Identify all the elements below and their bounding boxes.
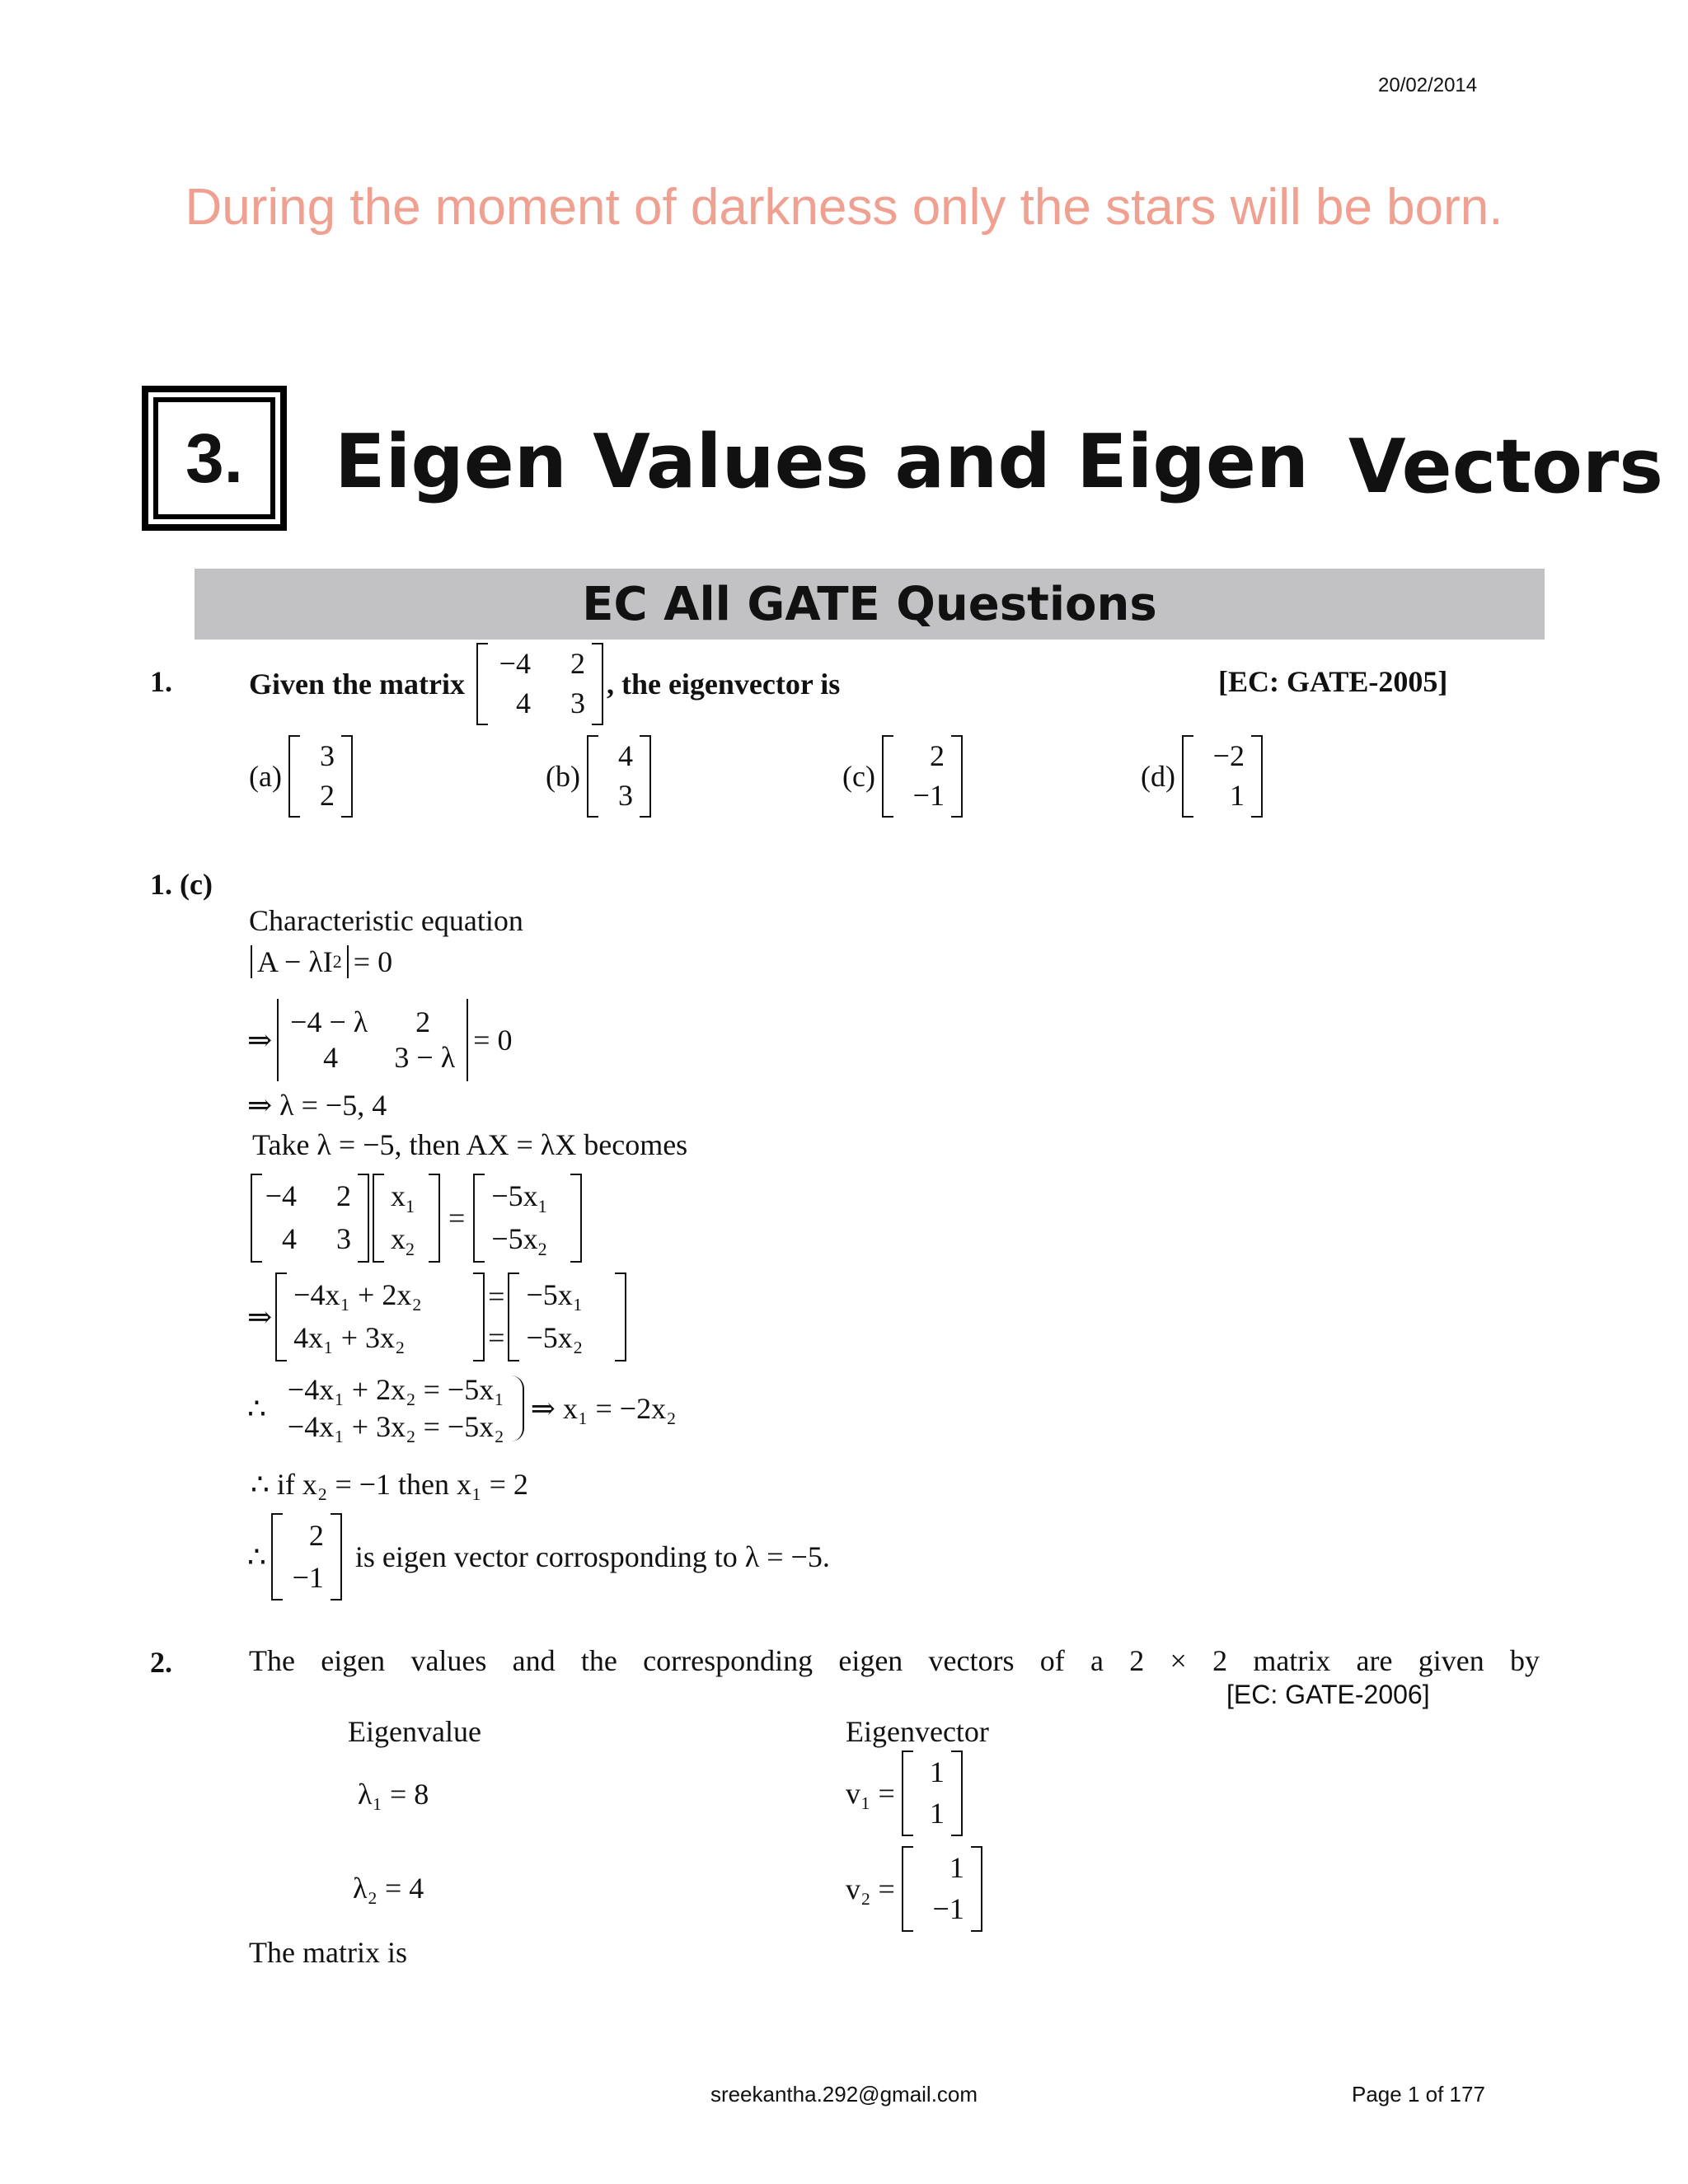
question-1-text <box>249 643 840 725</box>
question-1-suffix: , the eigenvector is <box>606 668 841 701</box>
eigenvector-col-header: Eigenvector <box>846 1715 989 1748</box>
section-header-bar <box>195 569 1545 640</box>
lambda-1: λ₁ = 8 <box>358 1778 429 1811</box>
if-then-line: ∴ if x₂ = −1 then x₁ = 2 <box>251 1468 528 1501</box>
question-2-text: The eigen values and the corresponding eigen vectors of a 2 × 2 matrix are given by <box>249 1644 1540 1677</box>
option-c: (c) 2 −1 <box>842 735 963 818</box>
final-eigenvector: ∴ 2 −1 is eigen vector corrosponding to λ = −5. <box>247 1513 830 1601</box>
answer-1-label: 1. (c) <box>150 868 213 901</box>
date-stamp: 20/02/2014 <box>1378 74 1478 96</box>
question-1-matrix: −4 2 4 3 <box>476 643 603 725</box>
section-title: EC All GATE Questions <box>582 577 1157 631</box>
eigenvalue-col-header: Eigenvalue <box>348 1715 481 1748</box>
option-b: (b) 4 3 <box>546 735 651 818</box>
question-2-tag: [EC: GATE-2006] <box>1226 1680 1430 1709</box>
option-d: (d) −2 1 <box>1141 735 1263 818</box>
chapter-title-part1: Eigen Values and Eigen <box>335 419 1309 505</box>
det-expansion: ⇒ −4 − λ 2 4 3 − λ = 0 <box>247 999 512 1081</box>
lambda-values: ⇒ λ = −5, 4 <box>247 1089 387 1122</box>
eigen-equation-matrix: −4 2 4 3 $x_1$ $x_2$ = $-5x_1$ $-5x_2$ <box>251 1174 582 1263</box>
chapter-title <box>335 419 1663 510</box>
system-of-equations: ∴ −4x₁ + 2x₂ = −5x₁ −4x₁ + 3x₂ = −5x₂ ⇒ x₁ = −2x₂ <box>247 1373 677 1443</box>
option-a: (a) 3 2 <box>249 735 353 818</box>
question-2-number: 2. <box>150 1646 172 1679</box>
question-1-tag: [EC: GATE-2005] <box>1218 665 1448 698</box>
footer-page-number: Page 1 of 177 <box>1352 2082 1485 2107</box>
lambda-2: λ₂ = 4 <box>353 1872 424 1905</box>
char-eq-determinant: A − λI 2 = 0 <box>249 944 392 979</box>
char-eq-heading: Characteristic equation <box>249 904 523 937</box>
chapter-title-part2: Vectors <box>1348 424 1663 510</box>
eigenvector-v2: v₂ = 1 −1 <box>846 1846 982 1932</box>
question-1-prefix: Given the matrix <box>249 668 465 701</box>
take-lambda-line: Take λ = −5, then AX = λX becomes <box>252 1128 688 1161</box>
footer-email: sreekantha.292@gmail.com <box>710 2082 978 2107</box>
eigenvector-v1: v₁ = 1 1 <box>846 1750 963 1836</box>
chapter-number: 3. <box>185 419 244 497</box>
motivational-quote: During the moment of darkness only the stars will be born. <box>185 179 1503 236</box>
matrix-is-line: The matrix is <box>249 1936 407 1969</box>
question-1-number: 1. <box>150 665 172 698</box>
expanded-equation: ⇒ −4x₁ + 2x₂ 4x₁ + 3x₂ = = −5x₁ −5x₂ <box>247 1272 626 1361</box>
chapter-number-box <box>142 386 287 531</box>
